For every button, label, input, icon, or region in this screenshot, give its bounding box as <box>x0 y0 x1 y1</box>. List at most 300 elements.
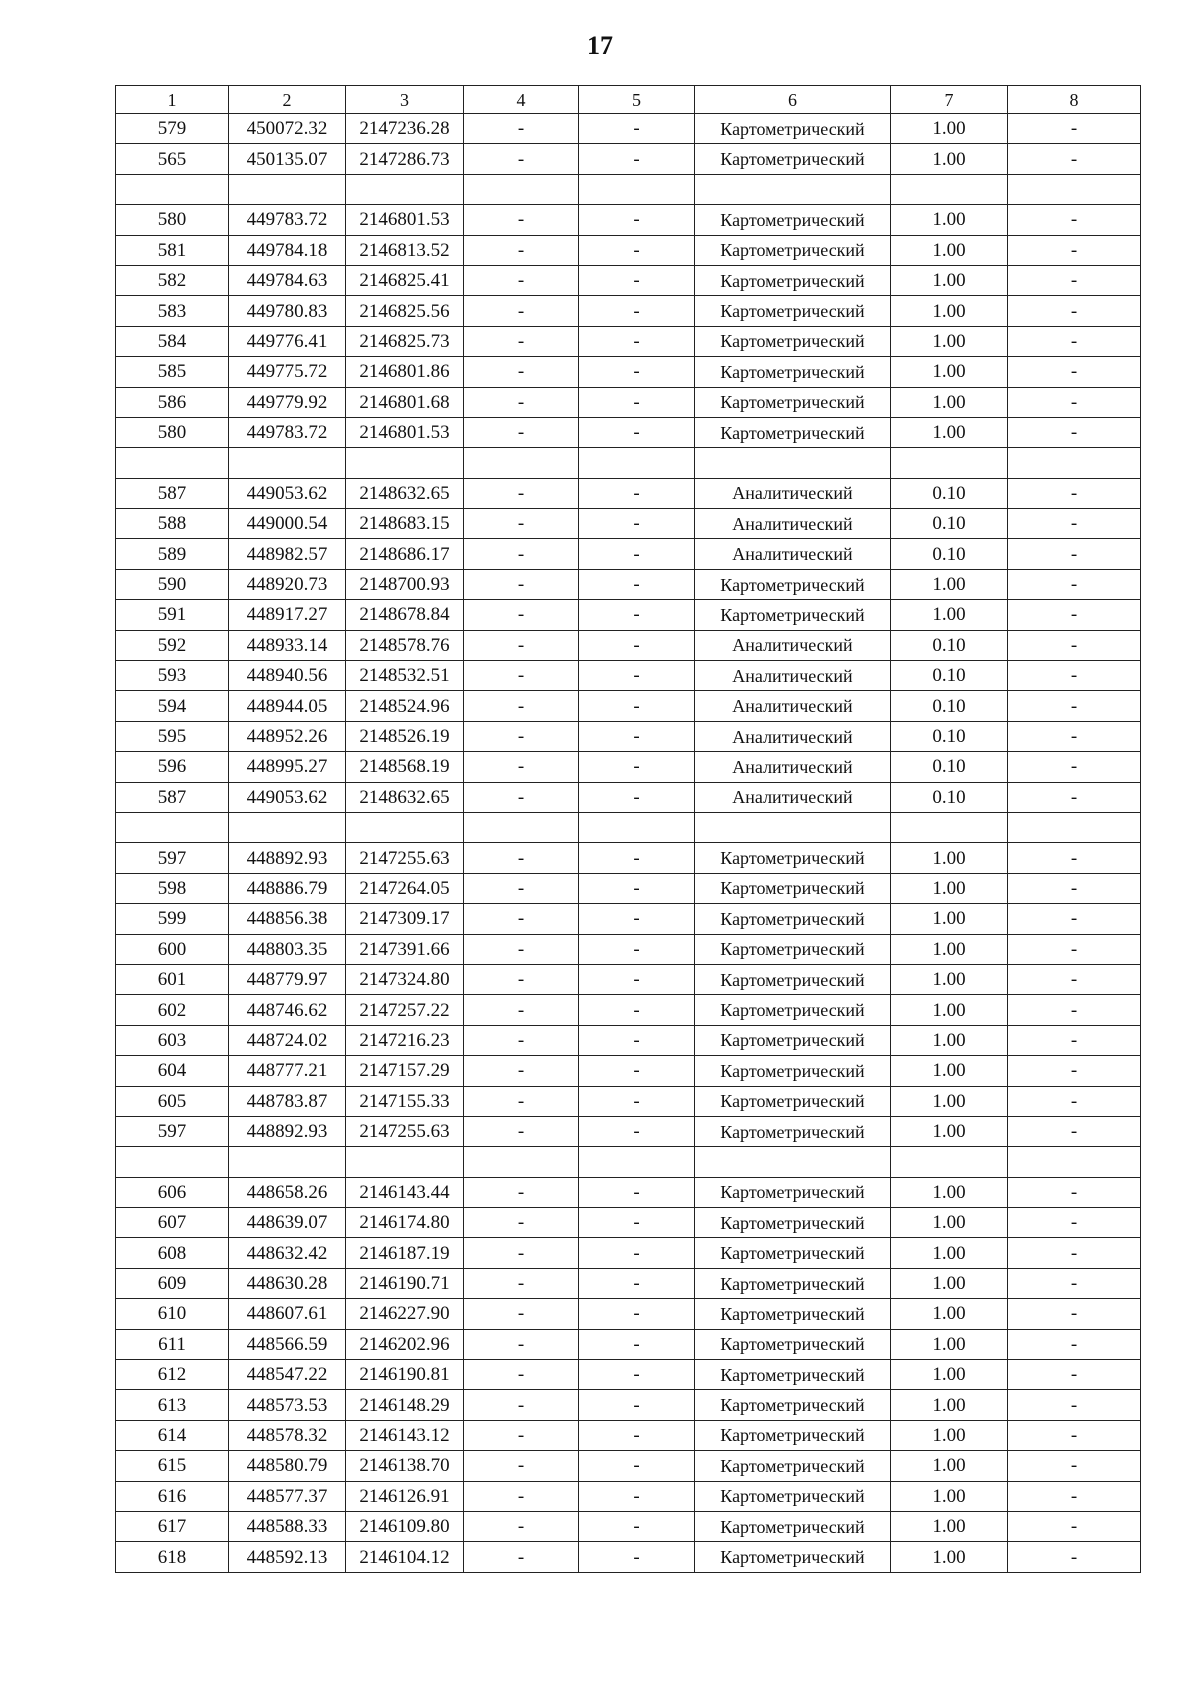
cell-col-7: 0.10 <box>891 661 1008 691</box>
cell-col-6: Картометрический <box>695 1268 891 1298</box>
cell-col-4: - <box>464 205 579 235</box>
cell-col-3: 2148568.19 <box>346 752 464 782</box>
cell-col-1: 585 <box>116 357 229 387</box>
table-row <box>116 752 1141 782</box>
cell-col-8: - <box>1008 661 1141 691</box>
cell-col-4: - <box>464 1238 579 1268</box>
cell-col-7: 1.00 <box>891 417 1008 447</box>
cell-col-1: 616 <box>116 1481 229 1511</box>
cell-col-6: Аналитический <box>695 661 891 691</box>
cell-col-8: - <box>1008 296 1141 326</box>
cell-col-2: 448779.97 <box>229 964 346 994</box>
cell-col-4: - <box>464 752 579 782</box>
table-row <box>116 1208 1141 1238</box>
cell-col-1: 590 <box>116 569 229 599</box>
cell-col-8: - <box>1008 1542 1141 1572</box>
cell-col-7: 0.10 <box>891 721 1008 751</box>
cell-col-5: - <box>579 721 695 751</box>
cell-col-1: 605 <box>116 1086 229 1116</box>
cell-col-2: 448995.27 <box>229 752 346 782</box>
empty-cell <box>346 812 464 842</box>
cell-col-6: Картометрический <box>695 964 891 994</box>
cell-col-6: Картометрический <box>695 417 891 447</box>
cell-col-1: 609 <box>116 1268 229 1298</box>
cell-col-7: 1.00 <box>891 1451 1008 1481</box>
cell-col-2: 448578.32 <box>229 1420 346 1450</box>
cell-col-8: - <box>1008 1177 1141 1207</box>
cell-col-4: - <box>464 1056 579 1086</box>
empty-cell <box>891 812 1008 842</box>
table-row <box>116 387 1141 417</box>
empty-cell <box>695 1147 891 1177</box>
cell-col-6: Аналитический <box>695 478 891 508</box>
cell-col-2: 448724.02 <box>229 1025 346 1055</box>
cell-col-2: 449779.92 <box>229 387 346 417</box>
empty-cell <box>346 174 464 204</box>
cell-col-8: - <box>1008 417 1141 447</box>
cell-col-5: - <box>579 691 695 721</box>
cell-col-4: - <box>464 873 579 903</box>
cell-col-1: 583 <box>116 296 229 326</box>
cell-col-1: 606 <box>116 1177 229 1207</box>
cell-col-5: - <box>579 1481 695 1511</box>
cell-col-5: - <box>579 1360 695 1390</box>
cell-col-2: 448573.53 <box>229 1390 346 1420</box>
cell-col-4: - <box>464 782 579 812</box>
cell-col-8: - <box>1008 326 1141 356</box>
cell-col-8: - <box>1008 1451 1141 1481</box>
cell-col-5: - <box>579 1056 695 1086</box>
empty-cell <box>229 174 346 204</box>
cell-col-3: 2146187.19 <box>346 1238 464 1268</box>
cell-col-3: 2147309.17 <box>346 904 464 934</box>
cell-col-6: Аналитический <box>695 691 891 721</box>
cell-col-8: - <box>1008 509 1141 539</box>
cell-col-7: 1.00 <box>891 873 1008 903</box>
cell-col-8: - <box>1008 630 1141 660</box>
cell-col-7: 1.00 <box>891 144 1008 174</box>
cell-col-8: - <box>1008 265 1141 295</box>
cell-col-3: 2147257.22 <box>346 995 464 1025</box>
cell-col-8: - <box>1008 1086 1141 1116</box>
cell-col-2: 448982.57 <box>229 539 346 569</box>
table-row <box>116 904 1141 934</box>
cell-col-6: Картометрический <box>695 1390 891 1420</box>
cell-col-4: - <box>464 569 579 599</box>
cell-col-6: Картометрический <box>695 995 891 1025</box>
cell-col-7: 1.00 <box>891 1329 1008 1359</box>
cell-col-2: 448892.93 <box>229 843 346 873</box>
cell-col-2: 448607.61 <box>229 1299 346 1329</box>
cell-col-7: 0.10 <box>891 630 1008 660</box>
cell-col-1: 565 <box>116 144 229 174</box>
empty-cell <box>1008 174 1141 204</box>
cell-col-7: 1.00 <box>891 1360 1008 1390</box>
cell-col-6: Картометрический <box>695 265 891 295</box>
cell-col-3: 2146801.53 <box>346 205 464 235</box>
column-header-8: 8 <box>1008 86 1141 114</box>
cell-col-8: - <box>1008 1481 1141 1511</box>
cell-col-3: 2147324.80 <box>346 964 464 994</box>
cell-col-7: 1.00 <box>891 600 1008 630</box>
empty-cell <box>116 174 229 204</box>
cell-col-3: 2146801.86 <box>346 357 464 387</box>
table-row <box>116 1420 1141 1450</box>
cell-col-7: 1.00 <box>891 1542 1008 1572</box>
cell-col-6: Картометрический <box>695 357 891 387</box>
cell-col-8: - <box>1008 1238 1141 1268</box>
cell-col-2: 448803.35 <box>229 934 346 964</box>
cell-col-2: 448856.38 <box>229 904 346 934</box>
cell-col-5: - <box>579 114 695 144</box>
column-header-7: 7 <box>891 86 1008 114</box>
cell-col-5: - <box>579 1542 695 1572</box>
cell-col-5: - <box>579 600 695 630</box>
cell-col-1: 608 <box>116 1238 229 1268</box>
table-row <box>116 1238 1141 1268</box>
empty-cell <box>464 1147 579 1177</box>
cell-col-6: Картометрический <box>695 934 891 964</box>
cell-col-5: - <box>579 843 695 873</box>
cell-col-4: - <box>464 630 579 660</box>
cell-col-6: Аналитический <box>695 752 891 782</box>
table-row <box>116 144 1141 174</box>
cell-col-4: - <box>464 1390 579 1420</box>
cell-col-2: 449776.41 <box>229 326 346 356</box>
cell-col-4: - <box>464 1086 579 1116</box>
cell-col-2: 448547.22 <box>229 1360 346 1390</box>
table-row <box>116 114 1141 144</box>
table-row <box>116 964 1141 994</box>
table-row <box>116 509 1141 539</box>
cell-col-6: Картометрический <box>695 1116 891 1146</box>
cell-col-8: - <box>1008 904 1141 934</box>
cell-col-2: 448952.26 <box>229 721 346 751</box>
cell-col-2: 448783.87 <box>229 1086 346 1116</box>
cell-col-6: Картометрический <box>695 1177 891 1207</box>
cell-col-3: 2148678.84 <box>346 600 464 630</box>
cell-col-5: - <box>579 1238 695 1268</box>
cell-col-8: - <box>1008 1360 1141 1390</box>
cell-col-3: 2148578.76 <box>346 630 464 660</box>
cell-col-4: - <box>464 144 579 174</box>
cell-col-8: - <box>1008 1299 1141 1329</box>
empty-cell <box>891 1147 1008 1177</box>
cell-col-2: 448944.05 <box>229 691 346 721</box>
cell-col-3: 2146148.29 <box>346 1390 464 1420</box>
cell-col-1: 602 <box>116 995 229 1025</box>
cell-col-6: Аналитический <box>695 630 891 660</box>
empty-cell <box>464 812 579 842</box>
table-row <box>116 1329 1141 1359</box>
table-row <box>116 265 1141 295</box>
cell-col-8: - <box>1008 691 1141 721</box>
cell-col-4: - <box>464 1329 579 1359</box>
table-row <box>116 600 1141 630</box>
cell-col-2: 448580.79 <box>229 1451 346 1481</box>
cell-col-3: 2147264.05 <box>346 873 464 903</box>
cell-col-3: 2146825.73 <box>346 326 464 356</box>
cell-col-4: - <box>464 1268 579 1298</box>
cell-col-6: Картометрический <box>695 1360 891 1390</box>
table-row <box>116 326 1141 356</box>
empty-cell <box>579 448 695 478</box>
cell-col-3: 2147255.63 <box>346 843 464 873</box>
cell-col-2: 448639.07 <box>229 1208 346 1238</box>
cell-col-4: - <box>464 1451 579 1481</box>
table-row <box>116 843 1141 873</box>
cell-col-5: - <box>579 782 695 812</box>
cell-col-6: Картометрический <box>695 1238 891 1268</box>
cell-col-4: - <box>464 1116 579 1146</box>
table-row <box>116 1025 1141 1055</box>
cell-col-8: - <box>1008 205 1141 235</box>
table-row <box>116 569 1141 599</box>
cell-col-6: Картометрический <box>695 1299 891 1329</box>
cell-col-6: Картометрический <box>695 296 891 326</box>
cell-col-7: 1.00 <box>891 296 1008 326</box>
empty-cell <box>116 448 229 478</box>
cell-col-1: 610 <box>116 1299 229 1329</box>
cell-col-7: 1.00 <box>891 843 1008 873</box>
cell-col-4: - <box>464 1025 579 1055</box>
cell-col-1: 580 <box>116 417 229 447</box>
cell-col-8: - <box>1008 934 1141 964</box>
cell-col-3: 2147155.33 <box>346 1086 464 1116</box>
empty-cell <box>579 1147 695 1177</box>
cell-col-7: 1.00 <box>891 1208 1008 1238</box>
cell-col-2: 450072.32 <box>229 114 346 144</box>
empty-cell <box>695 448 891 478</box>
cell-col-1: 588 <box>116 509 229 539</box>
cell-col-6: Картометрический <box>695 600 891 630</box>
cell-col-7: 1.00 <box>891 205 1008 235</box>
cell-col-8: - <box>1008 782 1141 812</box>
cell-col-4: - <box>464 539 579 569</box>
cell-col-2: 448588.33 <box>229 1511 346 1541</box>
column-header-6: 6 <box>695 86 891 114</box>
separator-row <box>116 1147 1141 1177</box>
cell-col-3: 2146825.56 <box>346 296 464 326</box>
cell-col-6: Картометрический <box>695 1451 891 1481</box>
separator-row <box>116 812 1141 842</box>
empty-cell <box>464 448 579 478</box>
empty-cell <box>229 448 346 478</box>
cell-col-2: 449783.72 <box>229 417 346 447</box>
cell-col-2: 449784.63 <box>229 265 346 295</box>
empty-cell <box>229 1147 346 1177</box>
cell-col-4: - <box>464 721 579 751</box>
cell-col-7: 1.00 <box>891 1116 1008 1146</box>
cell-col-4: - <box>464 904 579 934</box>
cell-col-6: Картометрический <box>695 1511 891 1541</box>
cell-col-3: 2147216.23 <box>346 1025 464 1055</box>
cell-col-7: 1.00 <box>891 1025 1008 1055</box>
cell-col-7: 1.00 <box>891 904 1008 934</box>
cell-col-1: 615 <box>116 1451 229 1481</box>
cell-col-4: - <box>464 1511 579 1541</box>
cell-col-8: - <box>1008 873 1141 903</box>
cell-col-3: 2147286.73 <box>346 144 464 174</box>
cell-col-2: 448892.93 <box>229 1116 346 1146</box>
empty-cell <box>116 812 229 842</box>
cell-col-2: 450135.07 <box>229 144 346 174</box>
cell-col-6: Картометрический <box>695 873 891 903</box>
cell-col-7: 1.00 <box>891 995 1008 1025</box>
cell-col-7: 1.00 <box>891 1511 1008 1541</box>
cell-col-3: 2146202.96 <box>346 1329 464 1359</box>
cell-col-8: - <box>1008 539 1141 569</box>
cell-col-1: 611 <box>116 1329 229 1359</box>
cell-col-2: 448940.56 <box>229 661 346 691</box>
cell-col-4: - <box>464 387 579 417</box>
cell-col-7: 0.10 <box>891 539 1008 569</box>
cell-col-4: - <box>464 357 579 387</box>
cell-col-8: - <box>1008 387 1141 417</box>
cell-col-2: 449000.54 <box>229 509 346 539</box>
cell-col-1: 597 <box>116 1116 229 1146</box>
cell-col-4: - <box>464 478 579 508</box>
cell-col-7: 1.00 <box>891 1420 1008 1450</box>
table-row <box>116 357 1141 387</box>
cell-col-8: - <box>1008 1329 1141 1359</box>
table-row <box>116 1268 1141 1298</box>
table-row <box>116 782 1141 812</box>
cell-col-5: - <box>579 630 695 660</box>
cell-col-1: 617 <box>116 1511 229 1541</box>
cell-col-8: - <box>1008 235 1141 265</box>
cell-col-3: 2146104.12 <box>346 1542 464 1572</box>
cell-col-7: 0.10 <box>891 691 1008 721</box>
cell-col-7: 0.10 <box>891 509 1008 539</box>
table-row <box>116 1116 1141 1146</box>
cell-col-1: 587 <box>116 478 229 508</box>
cell-col-7: 1.00 <box>891 357 1008 387</box>
column-header-4: 4 <box>464 86 579 114</box>
cell-col-1: 597 <box>116 843 229 873</box>
cell-col-2: 448886.79 <box>229 873 346 903</box>
cell-col-2: 449783.72 <box>229 205 346 235</box>
cell-col-3: 2148632.65 <box>346 782 464 812</box>
cell-col-3: 2146227.90 <box>346 1299 464 1329</box>
separator-row <box>116 174 1141 204</box>
table-row <box>116 417 1141 447</box>
cell-col-4: - <box>464 1420 579 1450</box>
cell-col-7: 0.10 <box>891 478 1008 508</box>
cell-col-1: 591 <box>116 600 229 630</box>
cell-col-2: 448566.59 <box>229 1329 346 1359</box>
table-row <box>116 1451 1141 1481</box>
cell-col-6: Картометрический <box>695 144 891 174</box>
empty-cell <box>891 448 1008 478</box>
empty-cell <box>1008 448 1141 478</box>
table-row <box>116 630 1141 660</box>
cell-col-6: Картометрический <box>695 1025 891 1055</box>
cell-col-4: - <box>464 1177 579 1207</box>
cell-col-8: - <box>1008 600 1141 630</box>
empty-cell <box>464 174 579 204</box>
cell-col-7: 1.00 <box>891 1238 1008 1268</box>
cell-col-4: - <box>464 661 579 691</box>
cell-col-5: - <box>579 417 695 447</box>
cell-col-8: - <box>1008 843 1141 873</box>
cell-col-5: - <box>579 478 695 508</box>
cell-col-1: 607 <box>116 1208 229 1238</box>
cell-col-1: 595 <box>116 721 229 751</box>
cell-col-6: Аналитический <box>695 721 891 751</box>
cell-col-8: - <box>1008 569 1141 599</box>
cell-col-2: 448632.42 <box>229 1238 346 1268</box>
cell-col-4: - <box>464 1360 579 1390</box>
cell-col-7: 1.00 <box>891 1177 1008 1207</box>
cell-col-5: - <box>579 934 695 964</box>
cell-col-3: 2148686.17 <box>346 539 464 569</box>
cell-col-3: 2146190.71 <box>346 1268 464 1298</box>
cell-col-5: - <box>579 904 695 934</box>
table-row <box>116 1299 1141 1329</box>
empty-cell <box>229 812 346 842</box>
cell-col-5: - <box>579 1451 695 1481</box>
cell-col-6: Картометрический <box>695 569 891 599</box>
cell-col-5: - <box>579 326 695 356</box>
table-row <box>116 995 1141 1025</box>
cell-col-4: - <box>464 509 579 539</box>
cell-col-3: 2146109.80 <box>346 1511 464 1541</box>
cell-col-1: 593 <box>116 661 229 691</box>
cell-col-6: Аналитический <box>695 782 891 812</box>
column-header-5: 5 <box>579 86 695 114</box>
empty-cell <box>346 1147 464 1177</box>
table-row <box>116 721 1141 751</box>
cell-col-3: 2146801.68 <box>346 387 464 417</box>
cell-col-5: - <box>579 1390 695 1420</box>
cell-col-5: - <box>579 1177 695 1207</box>
cell-col-6: Картометрический <box>695 1481 891 1511</box>
cell-col-4: - <box>464 1299 579 1329</box>
cell-col-3: 2146801.53 <box>346 417 464 447</box>
cell-col-4: - <box>464 1208 579 1238</box>
cell-col-4: - <box>464 296 579 326</box>
cell-col-7: 1.00 <box>891 1481 1008 1511</box>
cell-col-6: Аналитический <box>695 539 891 569</box>
table-row <box>116 1542 1141 1572</box>
cell-col-3: 2146143.44 <box>346 1177 464 1207</box>
cell-col-8: - <box>1008 1511 1141 1541</box>
cell-col-1: 600 <box>116 934 229 964</box>
empty-cell <box>579 812 695 842</box>
cell-col-5: - <box>579 873 695 903</box>
cell-col-6: Картометрический <box>695 843 891 873</box>
cell-col-5: - <box>579 205 695 235</box>
cell-col-3: 2147255.63 <box>346 1116 464 1146</box>
empty-cell <box>695 812 891 842</box>
cell-col-5: - <box>579 265 695 295</box>
empty-cell <box>891 174 1008 204</box>
table-row <box>116 478 1141 508</box>
cell-col-6: Картометрический <box>695 387 891 417</box>
cell-col-3: 2148700.93 <box>346 569 464 599</box>
cell-col-8: - <box>1008 1390 1141 1420</box>
cell-col-3: 2146138.70 <box>346 1451 464 1481</box>
table-row <box>116 296 1141 326</box>
cell-col-1: 613 <box>116 1390 229 1420</box>
empty-cell <box>695 174 891 204</box>
cell-col-2: 448577.37 <box>229 1481 346 1511</box>
cell-col-4: - <box>464 326 579 356</box>
cell-col-4: - <box>464 1481 579 1511</box>
table-body <box>116 114 1141 1573</box>
cell-col-3: 2148632.65 <box>346 478 464 508</box>
